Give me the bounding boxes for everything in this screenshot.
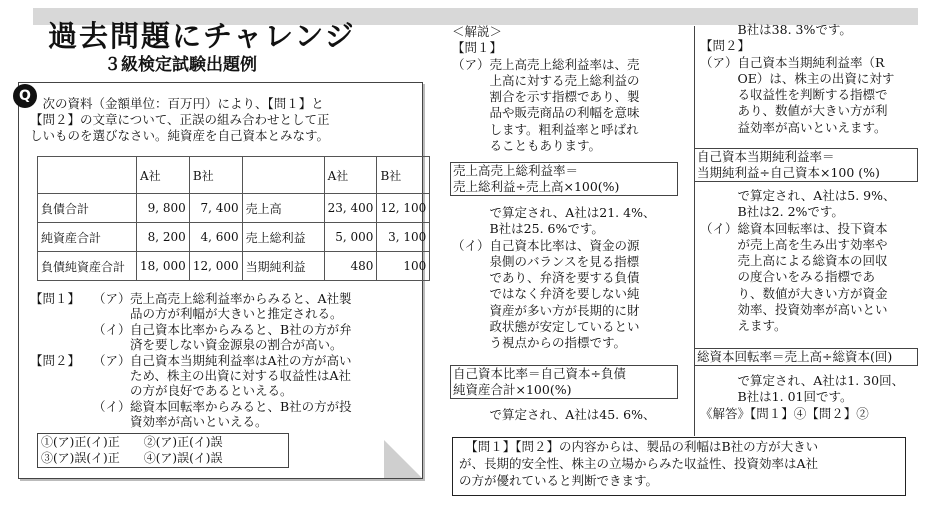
q1-i-label: （イ） [93,322,131,337]
financial-data-table [37,156,430,281]
formula-box-gross-margin [450,162,678,196]
intro-line: 【問２】の文章について、正誤の組み合わせとして正 [30,112,330,127]
q2-tag: 【問２】 [30,353,81,368]
commentary-line: であり、弁済を要する負債 [452,270,640,286]
page-title: 過去問題にチャレンジ [48,19,356,53]
table-cell: B社 [377,157,430,194]
table-cell: 8, 200 [137,223,190,252]
commentary-line: B社は25. 6%です。 [452,221,604,237]
table-row [38,194,430,223]
commentary-line: で算定され、A社は21. 4%、 [452,205,656,220]
q2-i-line: 総資本回転率からみると、B社の方が投 [130,399,352,414]
summary-line: が、長期的安全性、株主の立場からみた収益性、投資効率はA社 [459,456,819,471]
q2-a-label: （ア） [93,353,131,368]
commentary-line: う視点からの指標です。 [452,335,627,351]
commentary-line: B社は1. 01回です。 [700,389,853,405]
table-cell: 7, 400 [189,194,242,223]
q2-a-line: ため、株主の出資に対する収益性はA社 [130,368,352,383]
table-header-row [38,157,430,194]
commentary-heading: ＜解説＞ [452,24,503,39]
q2-a-line: の方が良好であるといえる。 [130,383,293,398]
commentary-line: 上高に対する売上総利益の [452,72,640,88]
table-cell: 売上総利益 [242,223,324,252]
commentary-line: で算定され、A社は5. 9%、 [700,188,896,203]
commentary-line: で算定され、A社は1. 30回、 [700,373,905,388]
column-divider [694,26,695,436]
summary-box [452,437,906,496]
intro-line: しいものを選びなさい。純資産を自己資本とみなす。 [30,128,330,143]
formula-line: 売上総利益÷売上高×100(%) [453,179,620,194]
formula-box-roe [694,148,918,182]
summary-line: 【問１】【問２】の内容からは、製品の利幅はB社の方が大きい [459,439,819,454]
commentary-line: 益効率が高いといえます。 [700,119,887,135]
table-cell [38,157,137,194]
q1-tag: 【問１】 [30,291,81,306]
formula-box-equity-ratio [450,365,678,399]
formula-box-asset-turnover [694,348,918,366]
q1-i-line: 済を要しない資金源泉の割合が高い。 [130,337,343,352]
commentary-line: します。粗利益率と呼ばれ [452,121,639,137]
formula-line: 総資本回転率＝売上高÷総資本(回) [697,349,893,364]
answer-key: 《解答》【問１】④【問２】② [700,405,869,421]
table-cell: A社 [137,157,190,194]
answer-choice-row: ③(ア)誤(イ)正 ④(ア)誤(イ)誤 [41,451,223,465]
intro-line: 次の資料（金額単位：百万円）により、【問１】と [30,96,324,111]
q2-i-line: 資効率が高いといえる。 [130,414,268,429]
commentary-line: （ア）自己資本当期純利益率（R [700,54,885,70]
page-subtitle: ３級検定試験出題例 [104,55,257,75]
table-cell: B社 [189,157,242,194]
q1-i-line: 自己資本比率からみると、B社の方が弁 [130,322,352,337]
table-cell: 負債合計 [38,194,137,223]
commentary-line: 効率、投資効率が高いとい [700,302,888,318]
commentary-line: 売上高による総資本の回収 [700,253,888,269]
commentary-line: 資産が多い方が長期的に財 [452,302,640,318]
q2-a-line: 自己資本当期純利益率はA社の方が高い [130,353,352,368]
answer-choice-row: ①(ア)正(イ)正 ②(ア)正(イ)誤 [41,435,223,449]
q1-a-line: 品の方が利幅が大きいと推定される。 [130,306,343,321]
answer-choices-box [37,433,289,468]
commentary-line: り、数値が大きい方が資金 [700,285,888,301]
commentary-line: ではなく弁済を要しない純 [452,286,640,302]
question-intro [30,96,412,144]
commentary-line: （イ）総資本回転率は、投下資本 [700,220,888,236]
commentary-line: 割合を示す指標であり、製 [452,89,640,105]
table-cell: A社 [324,157,377,194]
commentary-col1-top [452,24,690,154]
q-badge-icon: Q [13,84,37,108]
commentary-col1-bottom [452,407,690,423]
commentary-q2-tag: 【問２】 [700,38,751,54]
table-cell: 23, 400 [324,194,377,223]
commentary-line: で算定され、A社は45. 6%、 [452,407,656,422]
table-cell: 売上高 [242,194,324,223]
q1-a-line: 売上高売上総利益率からみると、A社製 [130,291,352,306]
commentary-line: ることもあります。 [452,138,602,154]
commentary-line: B社は2. 2%です。 [700,204,844,220]
table-row [38,252,430,281]
commentary-line: （イ）自己資本比率は、資金の源 [452,237,640,253]
commentary-line: が売上高を生み出す効率や [700,236,888,252]
commentary-line: 品や販売商品の利幅を意味 [452,105,640,121]
commentary-line: 政状態が安定しているとい [452,319,640,335]
formula-line: 売上高売上総利益率＝ [453,163,579,178]
table-cell: 18, 000 [137,252,190,281]
formula-line: 自己資本比率＝自己資本÷負債 [453,366,626,381]
commentary-col2-top [700,22,920,136]
commentary-line: あり、数値が大きい方が利 [700,103,888,119]
formula-line: 当期純利益÷自己資本×100 (%) [697,165,880,180]
table-cell: 12, 000 [189,252,242,281]
table-cell: 当期純利益 [242,252,324,281]
formula-line: 自己資本当期純利益率＝ [697,149,835,164]
table-cell: 負債純資産合計 [38,252,137,281]
commentary-col2-bottom [700,373,920,422]
commentary-line: 泉側のバランスを見る指標 [452,253,640,269]
formula-line: 純資産合計×100(%) [453,382,572,397]
table-cell: 4, 600 [189,223,242,252]
table-cell: 9, 800 [137,194,190,223]
commentary-line: えます。 [700,318,787,334]
table-cell: 480 [324,252,377,281]
page-curl-icon [384,440,422,478]
commentary-col1-mid [452,205,690,352]
summary-line: の方が優れていると判断できます。 [459,473,659,488]
commentary-col2-mid [700,188,920,335]
table-cell: 12, 100 [377,194,430,223]
commentary-line: B社は38. 3%です。 [700,22,852,37]
commentary-line: の度合いをみる指標であ [700,269,876,285]
commentary-line: （ア）売上高売上総利益率は、売 [452,56,640,72]
commentary-line: OE）は、株主の出資に対す [700,70,895,86]
q2-i-label: （イ） [93,399,131,414]
q1-a-label: （ア） [93,291,131,306]
table-row [38,223,430,252]
table-cell [242,157,324,194]
commentary-q1-tag: 【問１】 [452,40,503,56]
table-cell: 5, 000 [324,223,377,252]
table-cell: 純資産合計 [38,223,137,252]
table-cell: 100 [377,252,430,281]
commentary-line: る収益性を判断する指標で [700,87,888,103]
table-cell: 3, 100 [377,223,430,252]
